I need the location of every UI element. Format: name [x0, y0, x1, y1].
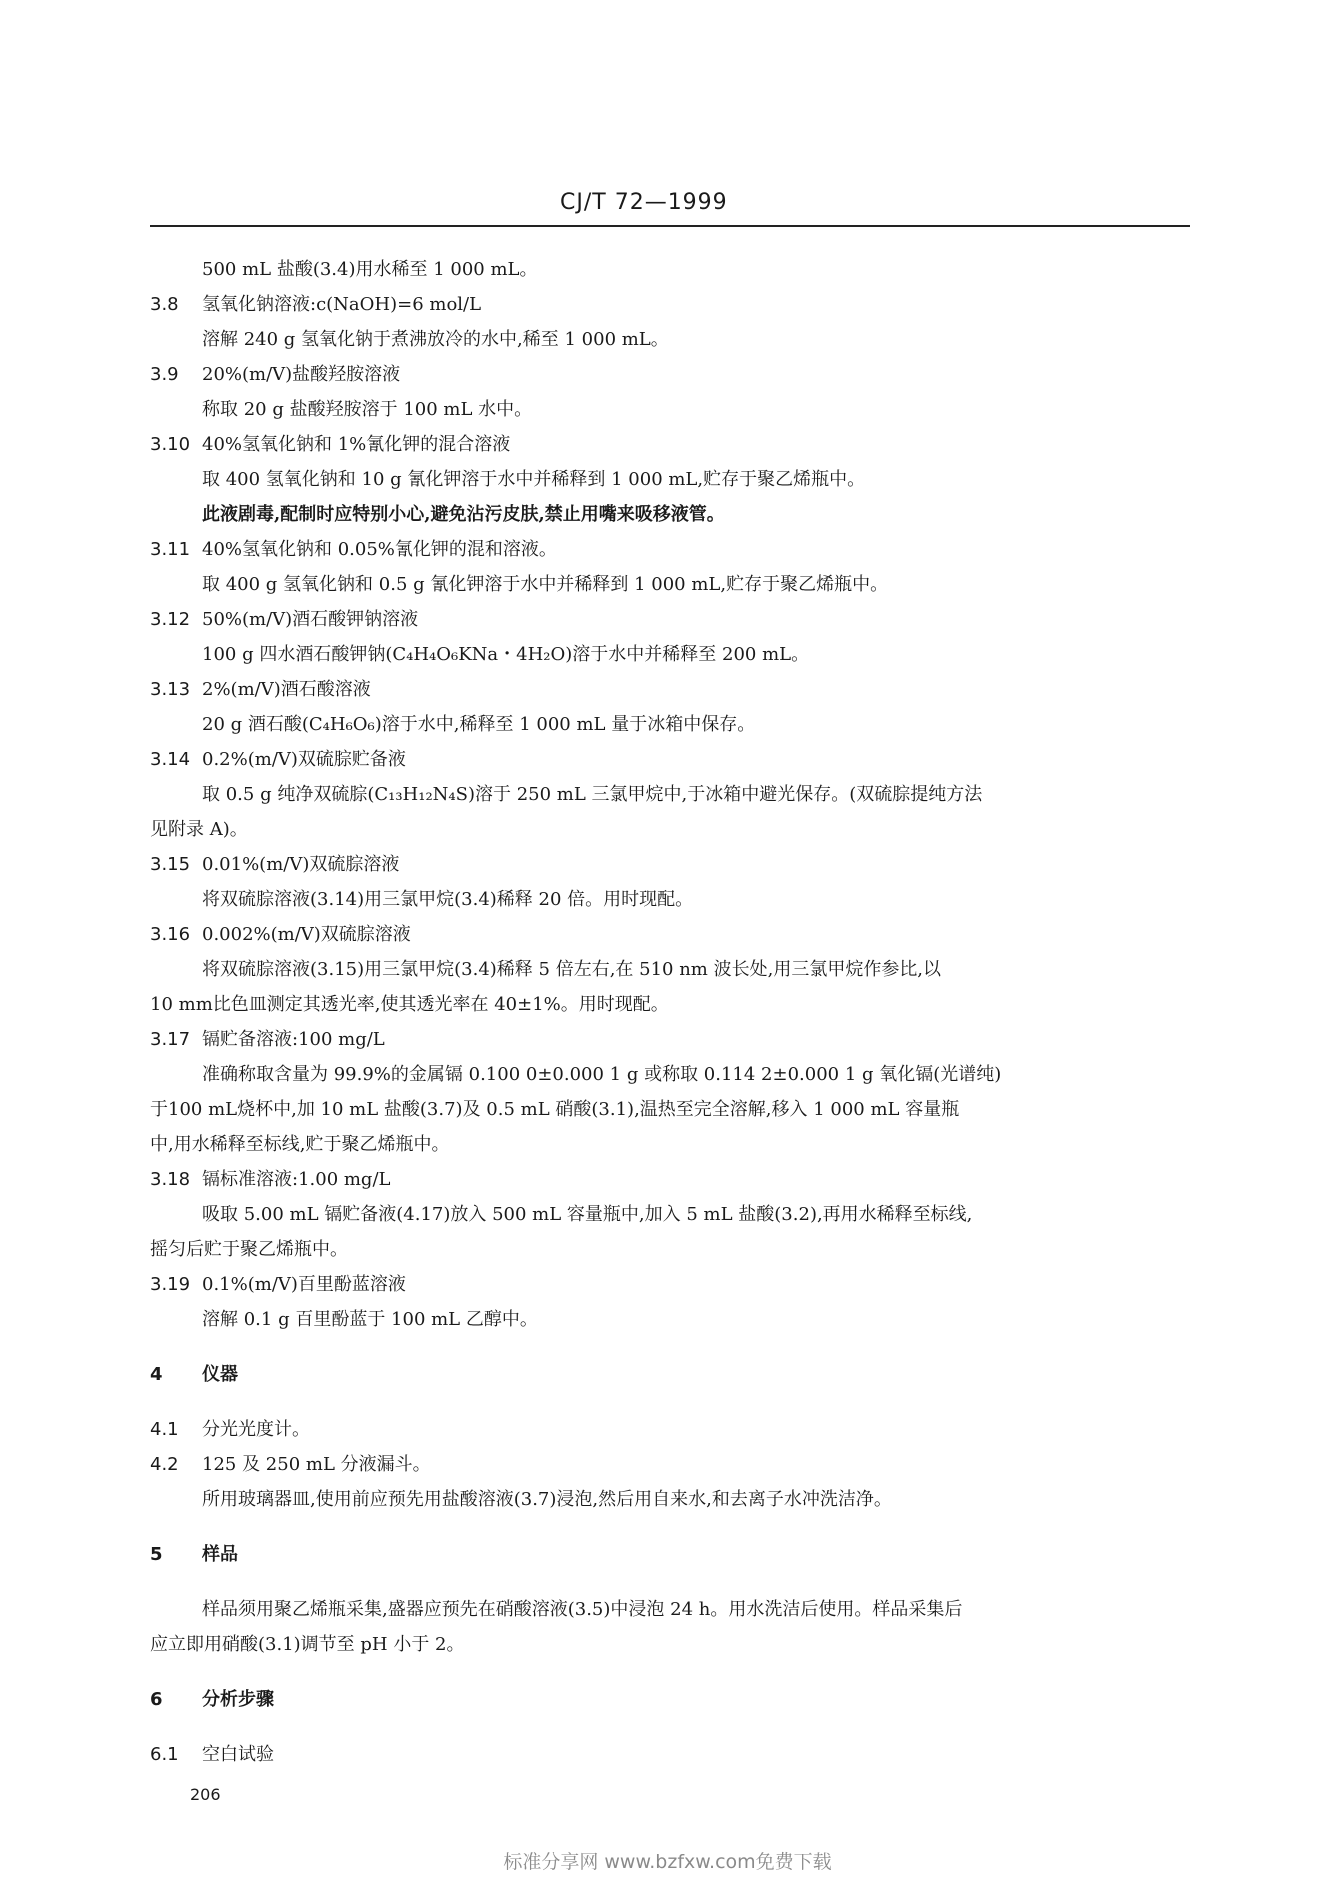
clause-number: 3.17: [150, 1029, 191, 1050]
clause-heading: [150, 742, 1190, 777]
line-text: 将双硫腙溶液(3.14)用三氯甲烷(3.4)稀释 20 倍。用时现配。: [202, 889, 694, 910]
clause-heading: [150, 287, 1190, 322]
clause-number: 4: [150, 1364, 163, 1385]
body-text-line: [150, 392, 1190, 427]
clause-number: 3.10: [150, 434, 191, 455]
line-text: 仪器: [202, 1364, 238, 1385]
body-text-line: [150, 1302, 1190, 1337]
clause-heading: [150, 1447, 1190, 1482]
body-text-line: [150, 322, 1190, 357]
line-text: 取 400 氢氧化钠和 10 g 氰化钾溶于水中并稀释到 1 000 mL,贮存于聚乙烯瓶中。: [202, 469, 866, 490]
page-number: 206: [190, 1785, 221, 1804]
line-text: 摇匀后贮于聚乙烯瓶中。: [150, 1239, 348, 1260]
body-text-line: [150, 1057, 1190, 1092]
body-text-line: [150, 882, 1190, 917]
line-text: 溶解 240 g 氢氧化钠于煮沸放冷的水中,稀至 1 000 mL。: [202, 329, 669, 350]
section-gap: [150, 1572, 1190, 1592]
line-text: 见附录 A)。: [150, 819, 248, 840]
clause-number: 3.11: [150, 539, 191, 560]
line-text: 中,用水稀释至标线,贮于聚乙烯瓶中。: [150, 1134, 450, 1155]
line-text: 氢氧化钠溶液:c(NaOH)=6 mol/L: [202, 294, 482, 315]
clause-number: 3.12: [150, 609, 191, 630]
line-text: 样品: [202, 1544, 238, 1565]
line-text: 0.1%(m/V)百里酚蓝溶液: [202, 1274, 406, 1295]
body-text-line: [150, 1197, 1190, 1232]
standard-code-header: CJ/T 72—1999: [560, 190, 728, 215]
body-text-line: [150, 252, 1190, 287]
clause-heading: [150, 357, 1190, 392]
body-text-line: [150, 1482, 1190, 1517]
line-text: 40%氢氧化钠和 0.05%氰化钾的混和溶液。: [202, 539, 557, 560]
clause-number: 3.8: [150, 294, 179, 315]
body-text-line: [150, 1592, 1190, 1627]
body-text-line: [150, 1627, 1190, 1662]
body-text-line: [150, 1092, 1190, 1127]
line-text: 0.002%(m/V)双硫腙溶液: [202, 924, 411, 945]
body-text-line: [150, 777, 1190, 812]
body-text-line: [150, 952, 1190, 987]
header-rule: [150, 225, 1190, 227]
body-text-line: [150, 1232, 1190, 1267]
clause-heading: [150, 847, 1190, 882]
line-text: 20 g 酒石酸(C₄H₆O₆)溶于水中,稀释至 1 000 mL 量于冰箱中保存。: [202, 714, 756, 735]
clause-heading: [150, 1162, 1190, 1197]
body-text-line: [150, 462, 1190, 497]
section-gap: [150, 1662, 1190, 1682]
line-text: 吸取 5.00 mL 镉贮备液(4.17)放入 500 mL 容量瓶中,加入 5 mL 盐酸(3.2),再用水稀释至标线,: [202, 1204, 973, 1225]
line-text: 于100 mL烧杯中,加 10 mL 盐酸(3.7)及 0.5 mL 硝酸(3.1),温热至完全溶解,移入 1 000 mL 容量瓶: [150, 1099, 960, 1120]
section-heading: [150, 1682, 1190, 1717]
section-gap: [150, 1337, 1190, 1357]
line-text: 所用玻璃器皿,使用前应预先用盐酸溶液(3.7)浸泡,然后用自来水,和去离子水冲洗洁净。: [202, 1489, 892, 1510]
clause-heading: [150, 1412, 1190, 1447]
clause-number: 3.15: [150, 854, 191, 875]
line-text: 将双硫腙溶液(3.15)用三氯甲烷(3.4)稀释 5 倍左右,在 510 nm 波长处,用三氯甲烷作参比,以: [202, 959, 942, 980]
clause-heading: [150, 1737, 1190, 1772]
body-text-line: [150, 497, 1190, 532]
document-body: [150, 252, 1190, 1772]
clause-heading: [150, 672, 1190, 707]
clause-heading: [150, 427, 1190, 462]
clause-number: 4.1: [150, 1419, 179, 1440]
body-text-line: [150, 812, 1190, 847]
clause-heading: [150, 917, 1190, 952]
line-text: 准确称取含量为 99.9%的金属镉 0.100 0±0.000 1 g 或称取 0.114 2±0.000 1 g 氧化镉(光谱纯): [202, 1064, 1002, 1085]
line-text: 应立即用硝酸(3.1)调节至 pH 小于 2。: [150, 1634, 465, 1655]
body-text-line: [150, 987, 1190, 1022]
clause-number: 3.13: [150, 679, 191, 700]
section-gap: [150, 1717, 1190, 1737]
line-text: 空白试验: [202, 1744, 274, 1765]
clause-heading: [150, 1022, 1190, 1057]
section-heading: [150, 1357, 1190, 1392]
section-heading: [150, 1537, 1190, 1572]
line-text: 分析步骤: [202, 1689, 274, 1710]
clause-number: 3.16: [150, 924, 191, 945]
line-text: 分光光度计。: [202, 1419, 310, 1440]
line-text: 镉标准溶液:1.00 mg/L: [202, 1169, 391, 1190]
section-gap: [150, 1517, 1190, 1537]
clause-number: 3.9: [150, 364, 179, 385]
line-text: 500 mL 盐酸(3.4)用水稀至 1 000 mL。: [202, 259, 538, 280]
line-text: 50%(m/V)酒石酸钾钠溶液: [202, 609, 419, 630]
body-text-line: [150, 1127, 1190, 1162]
line-text: 0.2%(m/V)双硫腙贮备液: [202, 749, 406, 770]
clause-heading: [150, 532, 1190, 567]
clause-number: 3.18: [150, 1169, 191, 1190]
watermark-footer: 标准分享网 www.bzfxw.com免费下载: [503, 1851, 832, 1873]
line-text: 0.01%(m/V)双硫腙溶液: [202, 854, 400, 875]
clause-number: 6.1: [150, 1744, 179, 1765]
line-text: 取 0.5 g 纯净双硫腙(C₁₃H₁₂N₄S)溶于 250 mL 三氯甲烷中,于冰箱中避光保存。(双硫腙提纯方法: [202, 784, 983, 805]
body-text-line: [150, 567, 1190, 602]
line-text: 此液剧毒,配制时应特别小心,避免沾污皮肤,禁止用嘴来吸移液管。: [202, 504, 725, 525]
line-text: 镉贮备溶液:100 mg/L: [202, 1029, 385, 1050]
section-gap: [150, 1392, 1190, 1412]
line-text: 2%(m/V)酒石酸溶液: [202, 679, 371, 700]
line-text: 取 400 g 氢氧化钠和 0.5 g 氰化钾溶于水中并稀释到 1 000 mL,贮存于聚乙烯瓶中。: [202, 574, 889, 595]
body-text-line: [150, 707, 1190, 742]
clause-number: 6: [150, 1689, 163, 1710]
clause-number: 3.14: [150, 749, 191, 770]
clause-number: 4.2: [150, 1454, 179, 1475]
clause-number: 3.19: [150, 1274, 191, 1295]
line-text: 125 及 250 mL 分液漏斗。: [202, 1454, 431, 1475]
line-text: 20%(m/V)盐酸羟胺溶液: [202, 364, 401, 385]
line-text: 100 g 四水酒石酸钾钠(C₄H₄O₆KNa・4H₂O)溶于水中并稀释至 200 mL。: [202, 644, 810, 665]
clause-number: 5: [150, 1544, 163, 1565]
clause-heading: [150, 602, 1190, 637]
line-text: 溶解 0.1 g 百里酚蓝于 100 mL 乙醇中。: [202, 1309, 538, 1330]
body-text-line: [150, 637, 1190, 672]
line-text: 10 mm比色皿测定其透光率,使其透光率在 40±1%。用时现配。: [150, 994, 669, 1015]
line-text: 40%氢氧化钠和 1%氰化钾的混合溶液: [202, 434, 511, 455]
clause-heading: [150, 1267, 1190, 1302]
line-text: 称取 20 g 盐酸羟胺溶于 100 mL 水中。: [202, 399, 533, 420]
line-text: 样品须用聚乙烯瓶采集,盛器应预先在硝酸溶液(3.5)中浸泡 24 h。用水洗洁后使用。样品采集后: [202, 1599, 963, 1620]
